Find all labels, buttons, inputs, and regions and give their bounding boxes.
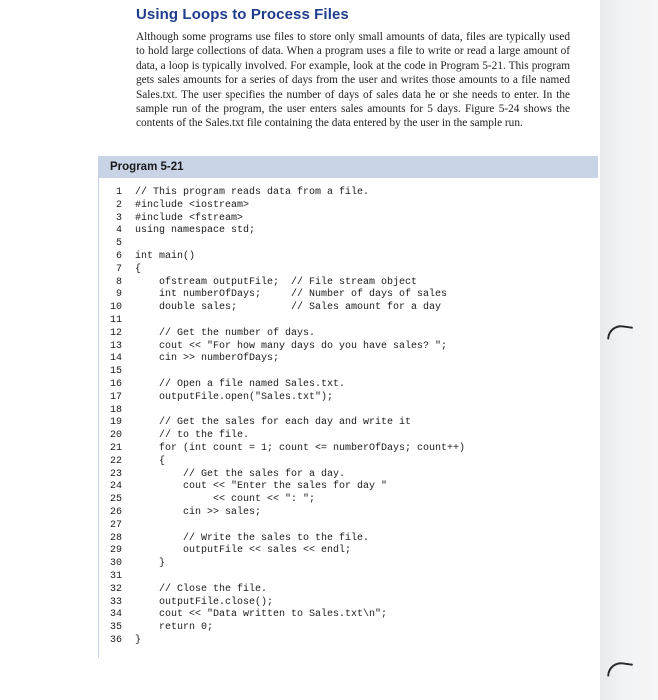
- line-number: 35: [109, 622, 122, 634]
- line-number: 29: [109, 545, 122, 557]
- code-text: double sales; // Sales amount for a day: [135, 302, 442, 314]
- code-text: ofstream outputFile; // File stream object: [135, 276, 418, 288]
- line-number: 18: [109, 404, 122, 416]
- code-text: cout << "For how many days do you have sales? ";: [135, 340, 448, 352]
- page-curl-mark: [607, 660, 633, 679]
- code-text: // Get the number of days.: [135, 327, 316, 339]
- line-number: 1: [115, 187, 122, 198]
- code-text: // Write the sales to the file.: [135, 532, 370, 544]
- line-number: 15: [109, 366, 122, 378]
- code-text: {: [135, 263, 142, 275]
- line-number: 8: [115, 276, 122, 288]
- line-number: 9: [115, 289, 122, 301]
- code-text: #include <iostream>: [135, 199, 250, 211]
- section-paragraph: Although some programs use files to store only small amounts of data, files are typically used to hold large collections of data. When a program uses a file to write or read a large amount of data, a loop is typically involved. For example, look at the code in Program 5-21. This program gets sales amounts for a series of days from the user and writes those amounts to a file named Sales.txt. The user specifies the number of days of sales data he or she needs to enter. In the sample run of the program, the user enters sales amounts for 5 days. Figure 5-24 shows the contents of the Sales.txt file containing the data entered by the user in the sample run.: [136, 31, 570, 130]
- line-number: 36: [109, 634, 122, 646]
- line-number: 26: [109, 506, 122, 518]
- code-text: // This program reads data from a file.: [135, 187, 370, 198]
- line-number: 33: [109, 596, 122, 608]
- line-number: 13: [109, 340, 122, 352]
- line-number: 32: [109, 583, 122, 595]
- line-number: 12: [109, 327, 122, 339]
- line-number: 17: [109, 391, 122, 403]
- code-text: }: [135, 558, 166, 570]
- code-text: for (int count = 1; count <= numberOfDays; count++): [135, 442, 466, 454]
- code-text: // Get the sales for each day and write it: [135, 417, 412, 429]
- line-number: 19: [109, 417, 122, 429]
- line-number: 6: [115, 250, 122, 262]
- page-edge-background: [600, 0, 658, 700]
- section-heading: Using Loops to Process Files: [136, 6, 349, 23]
- code-text: {: [135, 455, 166, 467]
- program-label: Program 5-21: [98, 156, 598, 178]
- code-text: cin >> numberOfDays;: [135, 353, 280, 365]
- code-text: outputFile << sales << endl;: [135, 545, 352, 557]
- line-number: 31: [109, 570, 122, 582]
- line-number: 2: [115, 199, 122, 211]
- code-text: outputFile.close();: [135, 596, 274, 608]
- line-number: 5: [115, 238, 122, 250]
- line-number: 34: [109, 609, 122, 621]
- line-number: 21: [109, 442, 122, 454]
- code-text: // Open a file named Sales.txt.: [135, 378, 346, 390]
- line-number: 3: [115, 212, 122, 224]
- line-number: 7: [115, 263, 122, 275]
- line-number: 14: [109, 353, 122, 365]
- code-text: using namespace std;: [135, 225, 256, 237]
- line-number: 11: [109, 314, 122, 326]
- code-text: cout << "Data written to Sales.txt\n";: [135, 609, 388, 621]
- code-text: #include <fstream>: [135, 212, 244, 224]
- code-text: << count << ": ";: [135, 494, 316, 506]
- line-number: 27: [109, 519, 122, 531]
- line-number: 16: [109, 378, 122, 390]
- line-number: 22: [109, 455, 122, 467]
- program-rule: [98, 178, 99, 658]
- code-text: int numberOfDays; // Number of days of sales: [135, 289, 448, 301]
- code-text: return 0;: [135, 622, 214, 634]
- code-text: }: [135, 634, 142, 646]
- page-curl-mark: [607, 323, 633, 342]
- code-text: cin >> sales;: [135, 506, 262, 518]
- code-text: // to the file.: [135, 430, 250, 442]
- line-number: 28: [109, 532, 122, 544]
- line-number: 23: [109, 468, 122, 480]
- line-number: 30: [109, 558, 122, 570]
- code-text: cout << "Enter the sales for day ": [135, 481, 388, 493]
- code-text: // Get the sales for a day.: [135, 468, 346, 480]
- line-number: 25: [109, 494, 122, 506]
- line-number: 10: [109, 302, 122, 314]
- line-number: 24: [109, 481, 122, 493]
- line-number: 4: [115, 225, 122, 237]
- code-text: // Close the file.: [135, 583, 268, 595]
- code-text: int main(): [135, 250, 196, 262]
- code-text: outputFile.open("Sales.txt");: [135, 391, 334, 403]
- line-number: 20: [109, 430, 122, 442]
